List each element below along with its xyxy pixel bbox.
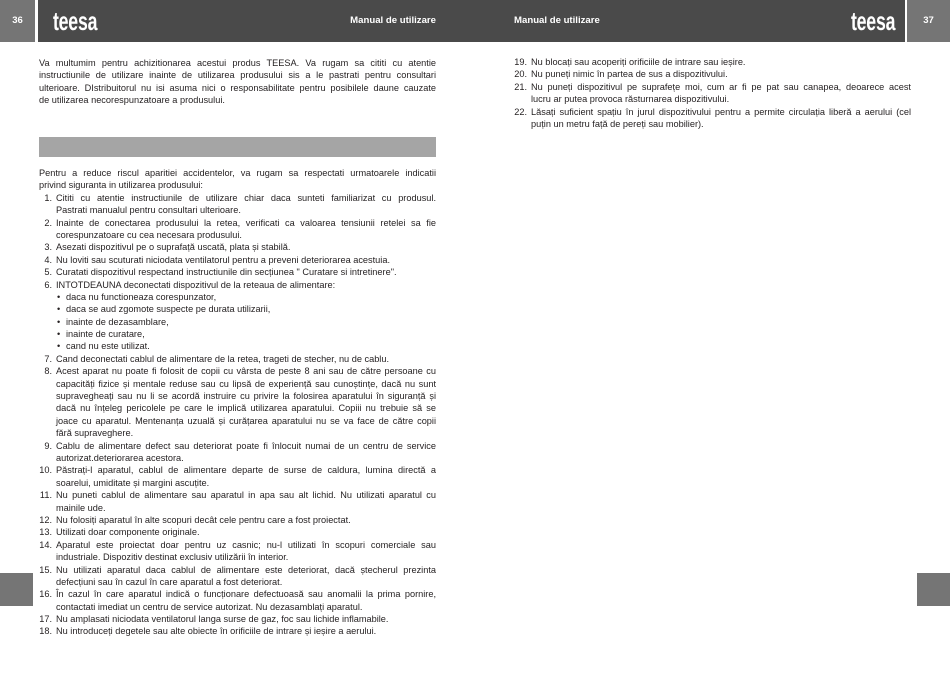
item-text-line: Cand deconectati cablul de alimentare de la retea, trageti de stecher, nu de cablu. [56, 353, 390, 364]
item-text-line: fără supraveghere. [56, 428, 134, 439]
item-text [56, 613, 436, 625]
list-item [39, 526, 436, 538]
item-number: 1. [44, 192, 52, 203]
item-text [531, 56, 911, 68]
list-item [39, 353, 436, 365]
intro-paragraph [39, 57, 436, 107]
item-text-line: În cazul în care aparatul indică o funcționare defectuoasă sau anomalii la prima pornire, [56, 589, 436, 600]
item-number: 22. [514, 106, 527, 117]
item-text-line: Inainte de conectarea produsului la retea, verificati ca valoarea tensiunii retelei sa fie [56, 217, 436, 228]
item-number: 6. [44, 279, 52, 290]
item-number: 2. [44, 217, 52, 228]
safety-intro-line: Pentru a reduce riscul aparitiei accidentelor, va rugam sa respectati urmatoarele indicatii [39, 168, 436, 178]
list-item [39, 217, 436, 242]
safety-intro-line: privind siguranta in utilizarea produsului: [39, 180, 203, 191]
item-number: 9. [44, 440, 52, 451]
bullet-item: • daca se aud zgomote suspecte pe durata utilizarii, [56, 303, 436, 315]
side-tab-right [917, 573, 950, 606]
intro-line: ulterioare. DIstribuitorul nu isi asuma nici o responsabilitate pentru posibilele daune cauzate [39, 82, 436, 93]
item-text-line: Acest aparat nu poate fi folosit de copii cu vârsta de peste 8 ani sau de către persoane cu [56, 366, 436, 377]
item-number: 8. [44, 366, 52, 377]
brand-logo-right: teesa [851, 6, 896, 36]
item-text-line: defecțiuni sau în cazul în care aparatul a fost deteriorat. [56, 576, 283, 587]
header-bar [38, 0, 905, 42]
side-tab-left [0, 573, 33, 606]
list-item [514, 68, 911, 80]
item-text-line: lucru ar putea provoca răsturnarea dispozitivului. [531, 94, 730, 105]
item-text [56, 464, 436, 489]
item-number: 10. [39, 465, 52, 476]
item-text-line: Nu puneți dispozitivul pe suprafețe moi, cum ar fi pe pat sau canapea, deoarece acest [531, 81, 911, 92]
list-item [514, 106, 911, 131]
item-text-line: INTOTDEAUNA deconectati dispozitivul de la reteaua de alimentare: [56, 279, 336, 290]
intro-line: Va multumim pentru achizitionarea acestui produs TEESA. Va rugam sa cititi cu atentie [39, 58, 436, 68]
list-item [39, 564, 436, 589]
item-text [56, 514, 436, 526]
item-number: 21. [514, 81, 527, 92]
item-text [56, 266, 436, 278]
list-item [39, 254, 436, 266]
page-number-left: 36 [0, 0, 35, 42]
item-text [56, 241, 436, 253]
intro-line: instructiunile de utilizare inainte de utilizarea produsului sis a le pastrati pentru consultari [39, 70, 436, 81]
item-number: 15. [39, 564, 52, 575]
list-item [39, 365, 436, 439]
item-text-line: capacități fizice și mentale reduse sau cu lipsă de experiență sau cunoștințe, dacă nu sunt [56, 378, 436, 389]
item-text-line: Aparatul este proiectat doar pentru uz casnic; nu-l utilizati în scopuri comerciale sau [56, 539, 436, 550]
item-text-line: joace cu aparatul. Mentenanța uzuală și curățarea aparatului nu se va face de către copii [56, 415, 436, 426]
bullet-item: • inainte de dezasamblare, [56, 316, 436, 328]
item-number: 16. [39, 589, 52, 600]
item-text-line: autorizat.deteriorarea acestora. [56, 452, 184, 463]
item-text [56, 489, 436, 514]
list-item [39, 625, 436, 637]
brand-logo-left: teesa [53, 6, 98, 36]
safety-list-left [39, 192, 436, 638]
list-item [39, 514, 436, 526]
intro-line: de utilizarea necorespunzatoare a produsului. [39, 95, 225, 106]
item-text-line: contactati imediat un centru de service autorizat. Nu dezasamblați aparatul. [56, 601, 363, 612]
item-text [531, 81, 911, 106]
item-number: 20. [514, 69, 527, 80]
item-number: 5. [44, 267, 52, 278]
safety-list-right [514, 56, 911, 130]
safety-intro-paragraph [39, 167, 436, 192]
item-text-line: Nu amplasati niciodata ventilatorul langa surse de gaz, foc sau lichide inflamabile. [56, 614, 389, 625]
item-text [56, 192, 436, 217]
list-item [514, 56, 911, 68]
item-number: 12. [39, 514, 52, 525]
page-number-right: 37 [907, 0, 950, 42]
bullet-item: • daca nu functioneaza corespunzator, [56, 291, 436, 303]
list-item [39, 440, 436, 465]
item-number: 18. [39, 626, 52, 637]
item-text [56, 625, 436, 637]
item-text-line: Utilizati doar componente originale. [56, 527, 200, 538]
item-text-line: Curatati dispozitivul respectand instructiunile din secțiunea " Curatare si intretinere". [56, 267, 397, 278]
item-text [56, 526, 436, 538]
list-item [39, 613, 436, 625]
item-text-line: Pastrati manualul pentru consultari ulterioare. [56, 205, 241, 216]
item-text [56, 539, 436, 564]
item-text-line: Nu introduceți degetele sau alte obiecte în orificiile de intrare și ieșire a aerului. [56, 626, 377, 637]
item-text-line: industriale. Dispozitiv destinat exclusiv utilizării în interior. [56, 552, 289, 563]
item-number: 17. [39, 614, 52, 625]
item-number: 7. [44, 353, 52, 364]
list-item [39, 241, 436, 253]
item-text-line: Asezati dispozitivul pe o suprafață uscată, plata și stabilă. [56, 242, 291, 253]
item-number: 19. [514, 57, 527, 67]
list-item [514, 81, 911, 106]
item-text [56, 217, 436, 242]
item-text-line: Nu blocați sau acoperiți orificiile de intrare sau ieșire. [531, 57, 746, 67]
item-text [56, 365, 436, 439]
item-text-line: Nu folosiți aparatul în alte scopuri decât cele pentru care a fost proiectat. [56, 514, 351, 525]
safety-section [39, 167, 436, 638]
item-text-line: Păstrați-l aparatul, cablul de alimentare departe de surse de caldura, lumina directă a [56, 465, 436, 476]
list-item [39, 192, 436, 217]
item-number: 11. [39, 490, 52, 501]
item-text-line: mainile ude. [56, 502, 106, 513]
item-text [56, 564, 436, 589]
item-text-line: puțin un metru față de pereți sau mobilier). [531, 118, 704, 129]
item-text-line: Nu utilizati aparatul daca cablul de alimentare este deteriorat, dacă ștecherul prezinta [56, 564, 436, 575]
item-text-line: Nu loviti sau scuturati niciodata ventilatorul pentru a preveni deteriorarea acestuia. [56, 254, 390, 265]
item-text-line: supravegheați sau nu li se acordă instruire cu privire la folosirea aparatului în siguranță și [56, 391, 436, 402]
header-title-left: Manual de utilizare [350, 15, 436, 26]
item-text [56, 588, 436, 613]
item-text [56, 440, 436, 465]
item-text-line: Cititi cu atentie instructiunile de utilizare chiar daca sunteti familiarizat cu produsul. [56, 192, 436, 203]
list-item [39, 279, 436, 353]
item-text-line: dacă nu înțeleg pericolele pe care le implică utilizarea aparatului. Copiii nu trebuie să se [56, 403, 436, 414]
list-item [39, 266, 436, 278]
item-text [56, 254, 436, 266]
item-text [531, 68, 911, 80]
item-text [56, 279, 436, 353]
item-number: 3. [44, 242, 52, 253]
item-number: 14. [39, 539, 52, 550]
item-text-line: Lăsați suficient spațiu în jurul dispozitivului pentru a permite circulația liberă a aerului (cel [531, 106, 911, 117]
item-text-line: Nu puneți nimic în partea de sus a dispozitivului. [531, 69, 728, 80]
item-number: 4. [44, 254, 52, 265]
list-item [39, 588, 436, 613]
item-number: 13. [39, 527, 52, 538]
item-text-line: Cablu de alimentare defect sau deteriorat poate fi înlocuit numai de un centru de service [56, 440, 436, 451]
item-text-line: Nu puneti cablul de alimentare sau aparatul in apa sau alt lichid. Nu utilizati aparatul cu [56, 490, 436, 501]
header-title-right: Manual de utilizare [514, 15, 600, 26]
list-item [39, 489, 436, 514]
item-text [56, 353, 436, 365]
bullet-item: • inainte de curatare, [56, 328, 436, 340]
list-item [39, 539, 436, 564]
item-text-line: corespunzatoare cu cea necesara produsului. [56, 229, 242, 240]
item-text-line: soarelui, umiditate și margini ascuțite. [56, 477, 210, 488]
section-heading-bar [39, 137, 436, 157]
bullet-item: • cand nu este utilizat. [56, 340, 436, 352]
list-item [39, 464, 436, 489]
item-text [531, 106, 911, 131]
